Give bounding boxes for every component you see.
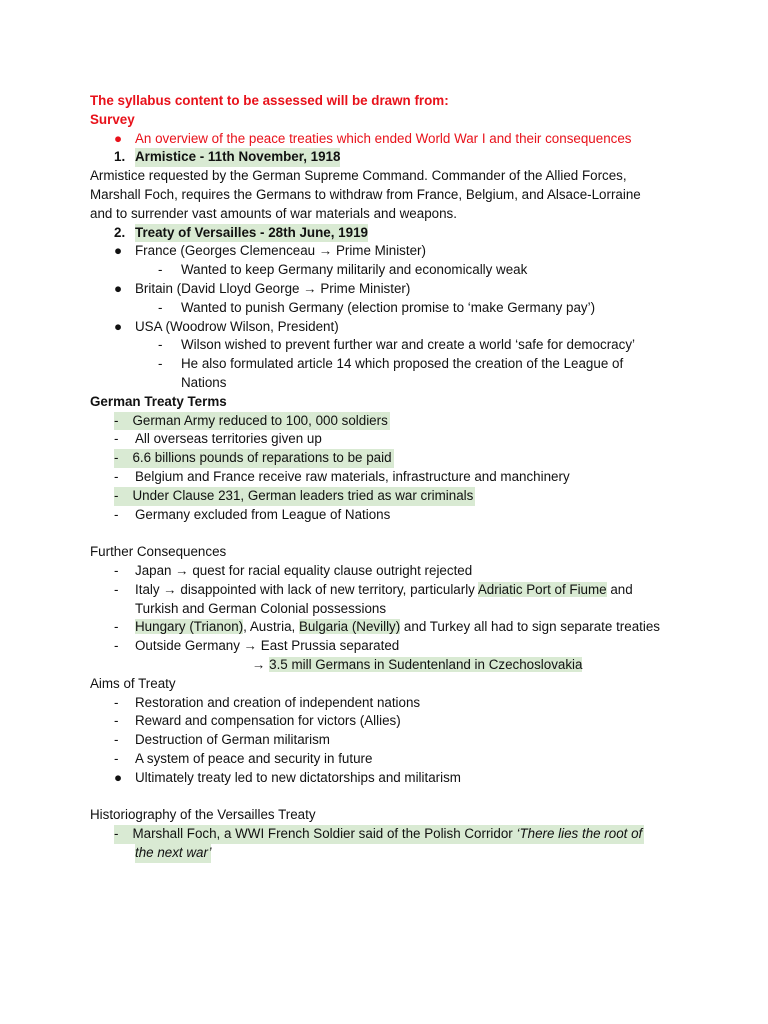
historiography-item-continuation <box>90 844 680 863</box>
term-item <box>90 412 680 431</box>
dash-marker: - <box>114 581 119 597</box>
aim-bullet-item <box>90 769 680 788</box>
term-item <box>90 506 680 525</box>
term-highlight <box>114 487 475 506</box>
sudeten-highlight: 3.5 mill Germans in Sudentenland in Czechoslovakia <box>269 656 583 672</box>
term-item <box>90 449 680 468</box>
survey-heading: Survey <box>90 111 135 127</box>
foch-intro: Marshall Foch, a WWI French Soldier said of the Polish Corridor <box>132 826 517 842</box>
armistice-paragraph-line: Armistice requested by the German Supreme Command. Commander of the Allied Forces, <box>90 168 627 184</box>
dash-marker: - <box>158 299 163 315</box>
turkey-text: and Turkey all had to sign separate treaties <box>400 619 660 635</box>
term-text: Under Clause 231, German leaders tried as war criminals <box>132 487 474 503</box>
term-text: Germany excluded from League of Nations <box>135 506 391 522</box>
aim-item <box>90 712 680 731</box>
consequence-item-outside <box>90 637 680 656</box>
aims-heading: Aims of Treaty <box>90 675 176 691</box>
dash-marker: - <box>114 431 119 447</box>
usa-subitem-continuation <box>90 374 680 393</box>
term-item <box>90 487 680 506</box>
term-item <box>90 468 680 487</box>
dash-marker: - <box>114 450 119 466</box>
france-subitem <box>90 261 680 280</box>
versailles-title: Treaty of Versailles - 28th June, 1919 <box>135 224 368 243</box>
bullet-marker: ● <box>114 243 123 259</box>
dash-marker: - <box>114 468 119 484</box>
dash-marker: - <box>158 337 163 353</box>
syllabus-heading: The syllabus content to be assessed will be drawn from: <box>90 93 449 108</box>
term-text: All overseas territories given up <box>135 431 322 447</box>
fiume-highlight: Adriatic Port of Fiume <box>477 581 607 597</box>
aim-text: Restoration and creation of independent nations <box>135 694 421 710</box>
usa-text: USA (Woodrow Wilson, President) <box>135 318 339 334</box>
usa-subitem <box>90 336 680 355</box>
aim-text: Reward and compensation for victors (Allies) <box>135 713 401 729</box>
historiography-heading: Historiography of the Versailles Treaty <box>90 807 316 823</box>
arrow-glyph: → <box>252 656 270 672</box>
term-highlight <box>114 412 390 431</box>
foch-quote-part2: the next war’ <box>135 844 212 860</box>
italy-text-start: Italy → disappointed with lack of new territory, particularly <box>135 581 478 597</box>
dash-marker: - <box>114 826 119 842</box>
armistice-heading <box>90 148 680 167</box>
japan-text: Japan → quest for racial equality clause outright rejected <box>135 562 473 578</box>
foch-quote-part1: ‘There lies the root of <box>516 826 643 842</box>
france-bullet-item <box>90 242 680 261</box>
britain-bullet-item <box>90 280 680 299</box>
armistice-title: Armistice - 11th November, 1918 <box>135 148 340 167</box>
dash-marker: - <box>114 487 119 503</box>
dash-marker: - <box>114 619 119 635</box>
dash-marker: - <box>114 506 119 522</box>
foch-quote-highlight-line2 <box>135 844 211 863</box>
italy-text <box>135 581 633 600</box>
overview-text: An overview of the peace treaties which ended World War I and their consequences <box>135 130 632 146</box>
aim-final-text: Ultimately treaty led to new dictatorships and militarism <box>135 769 461 785</box>
hungary-highlight: Hungary (Trianon) <box>135 619 244 635</box>
dash-marker: - <box>158 356 163 372</box>
sudeten-text <box>252 656 582 675</box>
dash-marker: - <box>114 713 119 729</box>
versailles-heading <box>90 224 680 243</box>
usa-subitem <box>90 355 680 374</box>
britain-text: Britain (David Lloyd George → Prime Minister) <box>135 280 411 296</box>
austria-text: , Austria, <box>243 619 299 635</box>
foch-quote-highlight <box>114 825 644 844</box>
consequence-item-japan <box>90 562 680 581</box>
consequence-item-treaties <box>90 618 680 637</box>
britain-subitem <box>90 299 680 318</box>
aim-item <box>90 731 680 750</box>
overview-bullet-item <box>90 130 680 149</box>
bullet-marker: ● <box>114 130 123 146</box>
aim-item <box>90 750 680 769</box>
armistice-paragraph-line: Marshall Foch, requires the Germans to withdraw from France, Belgium, and Alsace-Lorraine <box>90 186 641 202</box>
aim-item <box>90 694 680 713</box>
term-highlight <box>114 449 394 468</box>
dash-marker: - <box>114 638 119 654</box>
dash-marker: - <box>114 694 119 710</box>
aim-text: Destruction of German militarism <box>135 732 330 748</box>
foch-quote-text <box>132 826 656 841</box>
historiography-item <box>90 825 680 844</box>
term-text: 6.6 billions pounds of reparations to be paid <box>132 450 392 466</box>
armistice-number: 1. <box>114 149 126 165</box>
dash-marker: - <box>114 732 119 748</box>
bullet-marker: ● <box>114 280 123 296</box>
sudeten-line <box>90 656 680 675</box>
further-consequences-heading: Further Consequences <box>90 544 227 560</box>
outside-text: Outside Germany → East Prussia separated <box>135 638 400 654</box>
blank-line <box>90 524 680 543</box>
term-item <box>90 430 680 449</box>
bulgaria-highlight: Bulgaria (Nevilly) <box>299 619 401 635</box>
dash-marker: - <box>114 750 119 766</box>
dash-marker: - <box>114 412 119 428</box>
usa-subitem-text: He also formulated article 14 which proposed the creation of the League of <box>181 356 624 372</box>
bullet-marker: ● <box>114 769 123 785</box>
blank-line <box>90 787 680 806</box>
italy-text-end: and <box>606 581 633 597</box>
term-text: German Army reduced to 100, 000 soldiers <box>132 412 388 428</box>
usa-subitem-text: Nations <box>181 374 227 390</box>
usa-bullet-item <box>90 318 680 337</box>
dash-marker: - <box>158 262 163 278</box>
armistice-paragraph-line: and to surrender vast amounts of war materials and weapons. <box>90 205 457 221</box>
consequence-item-italy <box>90 581 680 600</box>
france-subitem-text: Wanted to keep Germany militarily and economically weak <box>181 262 528 278</box>
treaties-text <box>135 618 660 637</box>
britain-subitem-text: Wanted to punish Germany (election promise to ‘make Germany pay’) <box>181 299 596 315</box>
versailles-number: 2. <box>114 224 126 240</box>
term-text: Belgium and France receive raw materials, infrastructure and manchinery <box>135 468 570 484</box>
treaty-terms-heading: German Treaty Terms <box>90 393 227 409</box>
document-page <box>90 92 680 863</box>
aim-text: A system of peace and security in future <box>135 750 373 766</box>
france-text: France (Georges Clemenceau → Prime Minister) <box>135 243 426 259</box>
bullet-marker: ● <box>114 318 123 334</box>
dash-marker: - <box>114 562 119 578</box>
usa-subitem-text: Wilson wished to prevent further war and create a world ‘safe for democracy’ <box>181 337 635 353</box>
italy-text-line2: Turkish and German Colonial possessions <box>135 600 387 616</box>
consequence-item-italy-continuation <box>90 600 680 619</box>
